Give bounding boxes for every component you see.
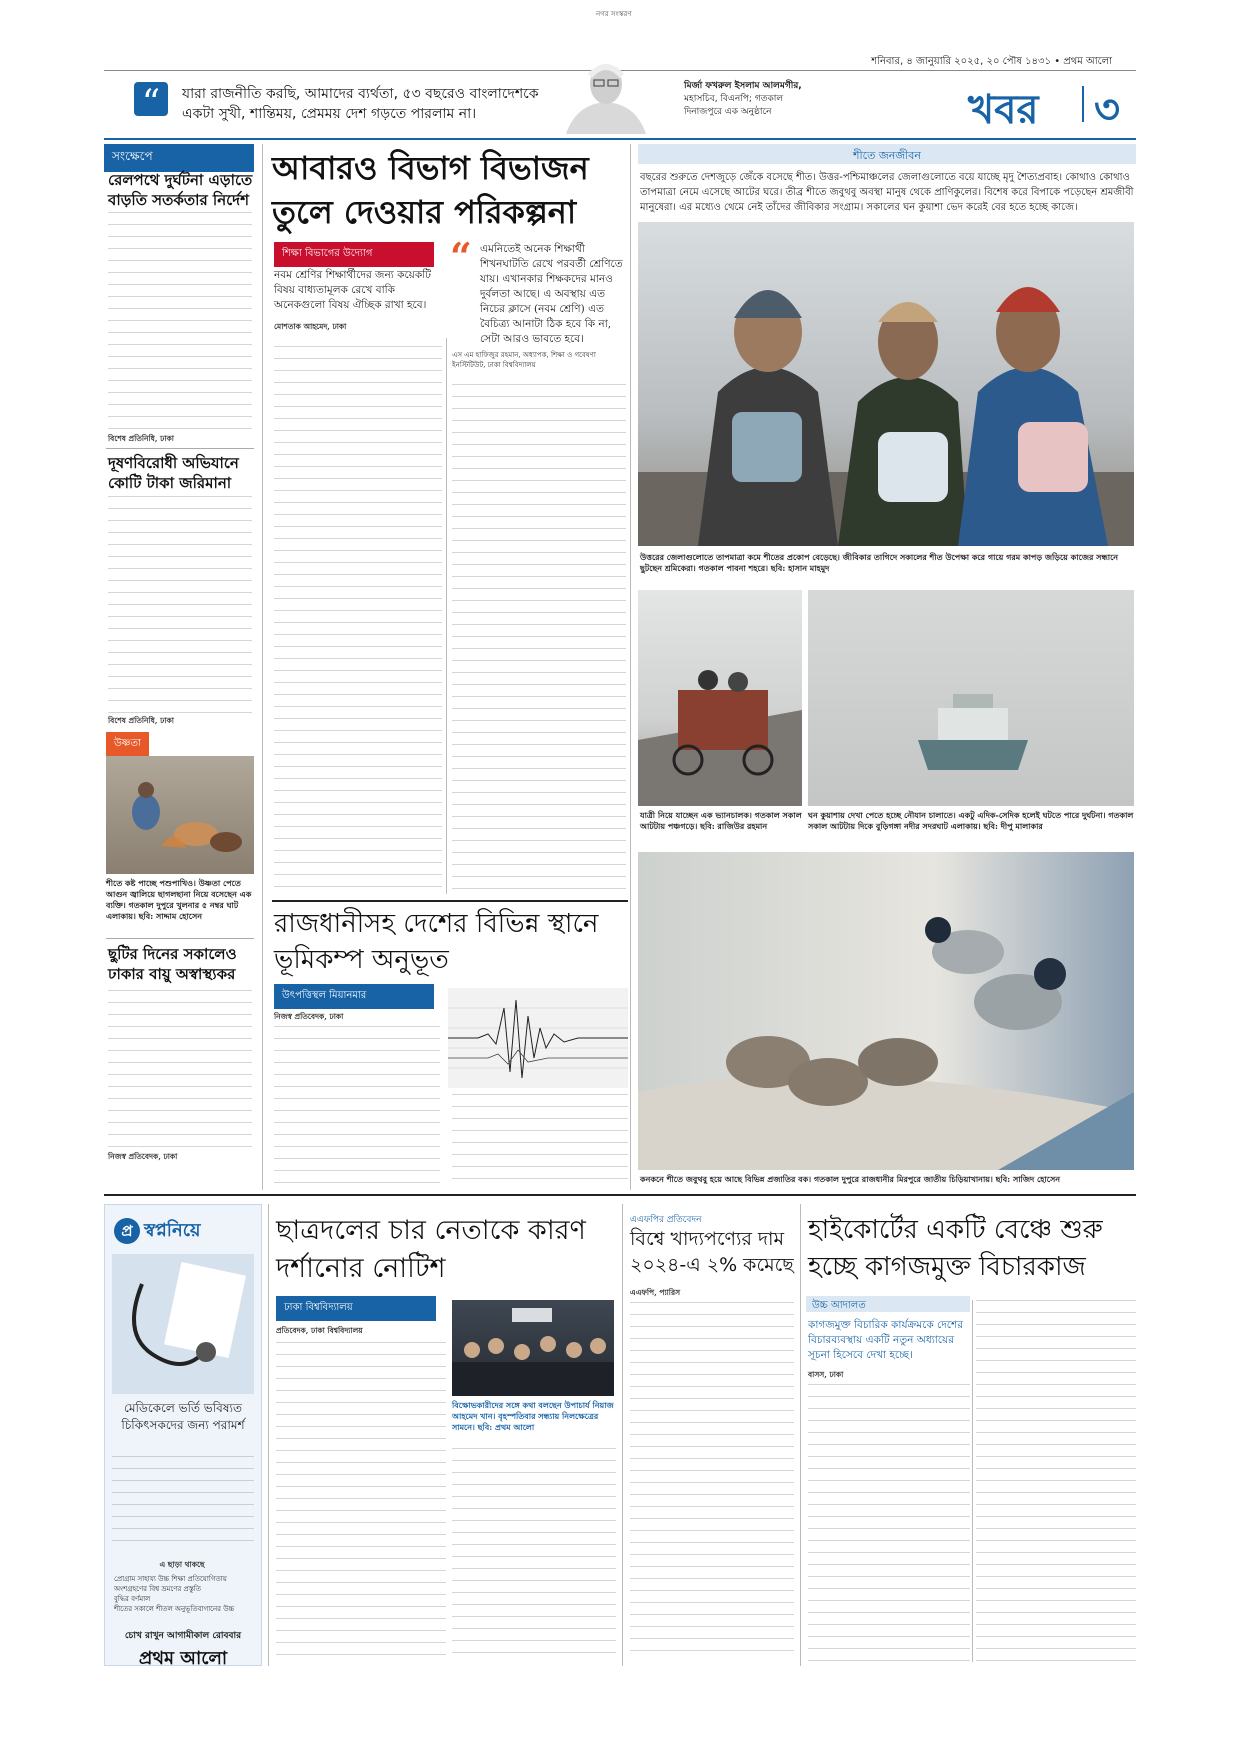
pull-quote-source: এস এম হাফিজুর রহমান, অধ্যাপক, শিক্ষা ও গবেষণা ইনস্টিটিউট, ঢাকা বিশ্ববিদ্যালয় <box>452 351 596 369</box>
quake-kicker: উৎপত্তিস্থল মিয়ানমার <box>274 984 434 1009</box>
speaker-role: মহাসচিব, বিএনপি; গতকাল <box>684 94 784 104</box>
quote-banner <box>104 72 802 134</box>
herons-photo <box>638 852 1134 1170</box>
goats-caption: শীতে কষ্ট পাচ্ছে পশুপাখিও। উষ্ণতা পেতে আগুন জ্বালিয়ে ছাগলছানা নিয়ে বসেছেন এক ব্যক্তি। গতকাল দুপুরে খুলনার ৫ নম্বর ঘাট এলাকায়। ছবি: সাদ্দাম হোসেন <box>106 878 252 921</box>
lead-byline: মোশতাক আহমেদ, ঢাকা <box>274 322 347 331</box>
brand-logo-icon: প্র <box>114 1218 140 1244</box>
van-puller-photo <box>638 590 802 806</box>
section-title: খবর <box>968 87 1039 133</box>
stethoscope-image <box>112 1254 254 1394</box>
chhatradal-title: ছাত্রদলের চার নেতাকে কারণ দর্শানোর নোটিশ <box>276 1215 586 1284</box>
story1-byline: বিশেষ প্রতিনিধি, ঢাকা <box>108 434 174 443</box>
lead-title: আবারও বিভাগ বিভাজন তুলে দেওয়ার পরিকল্পনা <box>272 149 589 231</box>
ad-items <box>114 1574 254 1614</box>
food-title: বিশ্বে খাদ্যপণ্যের দাম ২০২৪-এ ২% কমেছে <box>630 1228 794 1276</box>
banner-quote: যারা রাজনীতি করছি, আমাদের ব্যর্থতা, ৫৩ বছরেও বাংলাদেশকে একটা সুখী, শান্তিময়, প্রেমময় দেশ গড়তে পারলাম না। <box>182 86 539 122</box>
ferry-caption: ঘন কুয়াশায় দেখা পেতে হচ্ছে নৌযান চালাতে। একটু এদিক-সেদিক হলেই ঘটতে পারে দুর্ঘটনা। গতকাল সকাল আটটায় দিকে বুড়িগঙ্গা নদীর সদরঘাট এলাকায়। ছবি: দীপু মালাকার <box>808 810 1134 831</box>
page-number: ৩ <box>1094 87 1121 133</box>
herons-caption: কনকনে শীতে জবুথবু হয়ে আছে বিভিন্ন প্রজাতির বক। গতকাল দুপুরে রাজধানীর মিরপুরে জাতীয় চিড়িয়াখানায়। ছবি: সাজিদ হোসেন <box>640 1174 1061 1184</box>
pull-quote: এমনিতেই অনেক শিক্ষার্থী শিখনঘাটতি রেখে পরবর্তী শ্রেণিতে যায়। এখানকার শিক্ষকদের মানও দুর্বলতা আছে। এ অবস্থায় এত নিচের ক্লাসে (নবম শ্রেণি) এত বৈচিত্র্য আনাটা ঠিক হবে কি না, সেটা আরও ভাবতে হবে। <box>480 243 623 345</box>
quake-byline: নিজস্ব প্রতিবেদক, ঢাকা <box>274 1012 344 1021</box>
lead-kicker: শিক্ষা বিভাগের উদ্যোগ <box>274 242 434 267</box>
chhatradal-byline: প্রতিবেদক, ঢাকা বিশ্ববিদ্যালয় <box>276 1326 363 1335</box>
ad-brand: স্বপ্ননিয়ে <box>144 1220 201 1241</box>
story2-title: দূষণবিরোধী অভিযানে কোটি টাকা জরিমানা <box>108 454 239 492</box>
ad-item: প্রোগ্রাম সাহায্য উচ্চ শিক্ষা প্রতিযোগিতায় অংশগ্রহণের বিশ্ব ভ্রমণের প্রস্তুতি <box>114 1575 227 1593</box>
ad-logo: প্রথম আলো <box>138 1648 228 1669</box>
van-caption: যাত্রী নিয়ে যাচ্ছেন এক ভ্যানচালক। গতকাল সকাল আটটায় পঞ্চগড়ে। ছবি: রাজিউর রহমান <box>640 810 802 831</box>
quote-mark-icon: “ <box>450 234 472 279</box>
goats-photo <box>106 756 254 874</box>
ad-item: শীতের সকালে শীতল অনুভূতিবাগানের উচ্চ <box>114 1605 235 1613</box>
story3-title: ছুটির দিনের সকালেও ঢাকার বায়ু অস্বাস্থ্যকর <box>108 945 237 983</box>
chhatradal-kicker: ঢাকা বিশ্ববিদ্যালয় <box>276 1296 436 1321</box>
date-line: শনিবার, ৪ জানুয়ারি ২০২৫, ২০ পৌষ ১৪৩১ • প্রথম আলো <box>871 56 1112 67</box>
protest-caption: বিক্ষোভকারীদের সঙ্গে কথা বলছেন উপাচার্য নিয়াজ আহমেদ খান। বৃহস্পতিবার সন্ধ্যায় নিলক্ষেত্রের সামনে। ছবি: প্রথম আলো <box>452 1400 614 1432</box>
ad-more-label: এ ছাড়া থাকছে <box>159 1560 205 1569</box>
ad-footer: চোখ রাখুন আগামীকাল রোববার <box>124 1631 242 1641</box>
court-summary: কাগজমুক্ত বিচারিক কার্যক্রমকে দেশের বিচারব্যবস্থায় একটি নতুন অধ্যায়ের সূচনা হিসেবে দেখা হচ্ছে। <box>808 1319 963 1361</box>
ferry-photo <box>808 590 1134 806</box>
winter-intro: বছরের শুরুতে দেশজুড়ে জেঁকে বসেছে শীত। উত্তর-পশ্চিমাঞ্চলের জেলাগুলোতে বয়ে যাচ্ছে মৃদু শৈত্যপ্রবাহ। কোথাও কোথাও তাপমাত্রা নেমে এসেছে আটের ঘরে। তীব্র শীতে জবুথবু অবস্থা মানুষ থেকে প্রাণিকুলের। বিশেষ করে বিপাকে পড়েছেন শ্রমজীবী মানুষেরা। এর মধ্যেও থেমে নেই তাঁদের জীবিকার সংগ্রাম। সকালের ঘন কুয়াশা ভেদ করেই বের হতে হচ্ছে কাজে। <box>640 172 1134 213</box>
story1-title: রেলপথে দুর্ঘটনা এড়াতে বাড়তি সতর্কতার নির্দেশ <box>108 171 253 209</box>
lead-summary: নবম শ্রেণির শিক্ষার্থীদের জন্য কয়েকটি বিষয় বাধ্যতামূলক রেখে বাকি অনেকগুলো বিষয় ঐচ্ছিক রাখা হবে। <box>274 269 431 311</box>
edition-label: নগর সংস্করণ <box>596 10 632 18</box>
protest-photo <box>452 1300 614 1396</box>
food-byline: এএফপি, প্যারিস <box>630 1288 681 1297</box>
workers-caption: উত্তরের জেলাগুলোতে তাপমাত্রা কমে শীতের প্রকোপ বেড়েছে। জীবিকার তাগিদে সকালের শীত উপেক্ষা করে গায়ে গরম কাপড় জড়িয়ে কাজের সন্ধানে ছুটছেন শ্রমিকেরা। গতকাল পাবনা শহরে। ছবি: হাসান মাহমুদ <box>640 552 1119 573</box>
quote-mark-icon: “ <box>134 82 168 116</box>
speaker-name: মির্জা ফখরুল ইসলাম আলমগীর, <box>684 81 802 91</box>
workers-photo <box>638 222 1134 546</box>
court-byline: বাসস, ঢাকা <box>808 1370 844 1379</box>
court-title: হাইকোর্টের একটি বেঞ্চে শুরু হচ্ছে কাগজমুক্ত বিচারকাজ <box>808 1215 1103 1282</box>
ad-item: বুদ্ধির বর্ণমাল <box>114 1595 151 1603</box>
speaker-place: দিনাজপুরে এক অনুষ্ঠানে <box>684 107 772 117</box>
speaker-photo <box>546 54 666 134</box>
story3-byline: নিজস্ব প্রতিবেদক, ঢাকা <box>108 1152 178 1161</box>
column-header: সংক্ষেপে <box>104 144 254 172</box>
photo-label: উষ্ণতা <box>106 732 149 757</box>
ad-title: মেডিকেলে ভর্তি ভবিষ্যত চিকিৎসকদের জন্য পরামর্শ <box>121 1401 245 1432</box>
story2-byline: বিশেষ প্রতিনিধি, ঢাকা <box>108 716 174 725</box>
quake-title: রাজধানীসহ দেশের বিভিন্ন স্থানে ভূমিকম্প অনুভূত <box>274 909 599 975</box>
seismograph-image <box>448 988 628 1088</box>
winter-header: শীতে জনজীবন <box>853 149 921 162</box>
court-kicker: উচ্চ আদালত <box>812 1300 866 1311</box>
food-overline: এএফপির প্রতিবেদন <box>630 1215 702 1225</box>
